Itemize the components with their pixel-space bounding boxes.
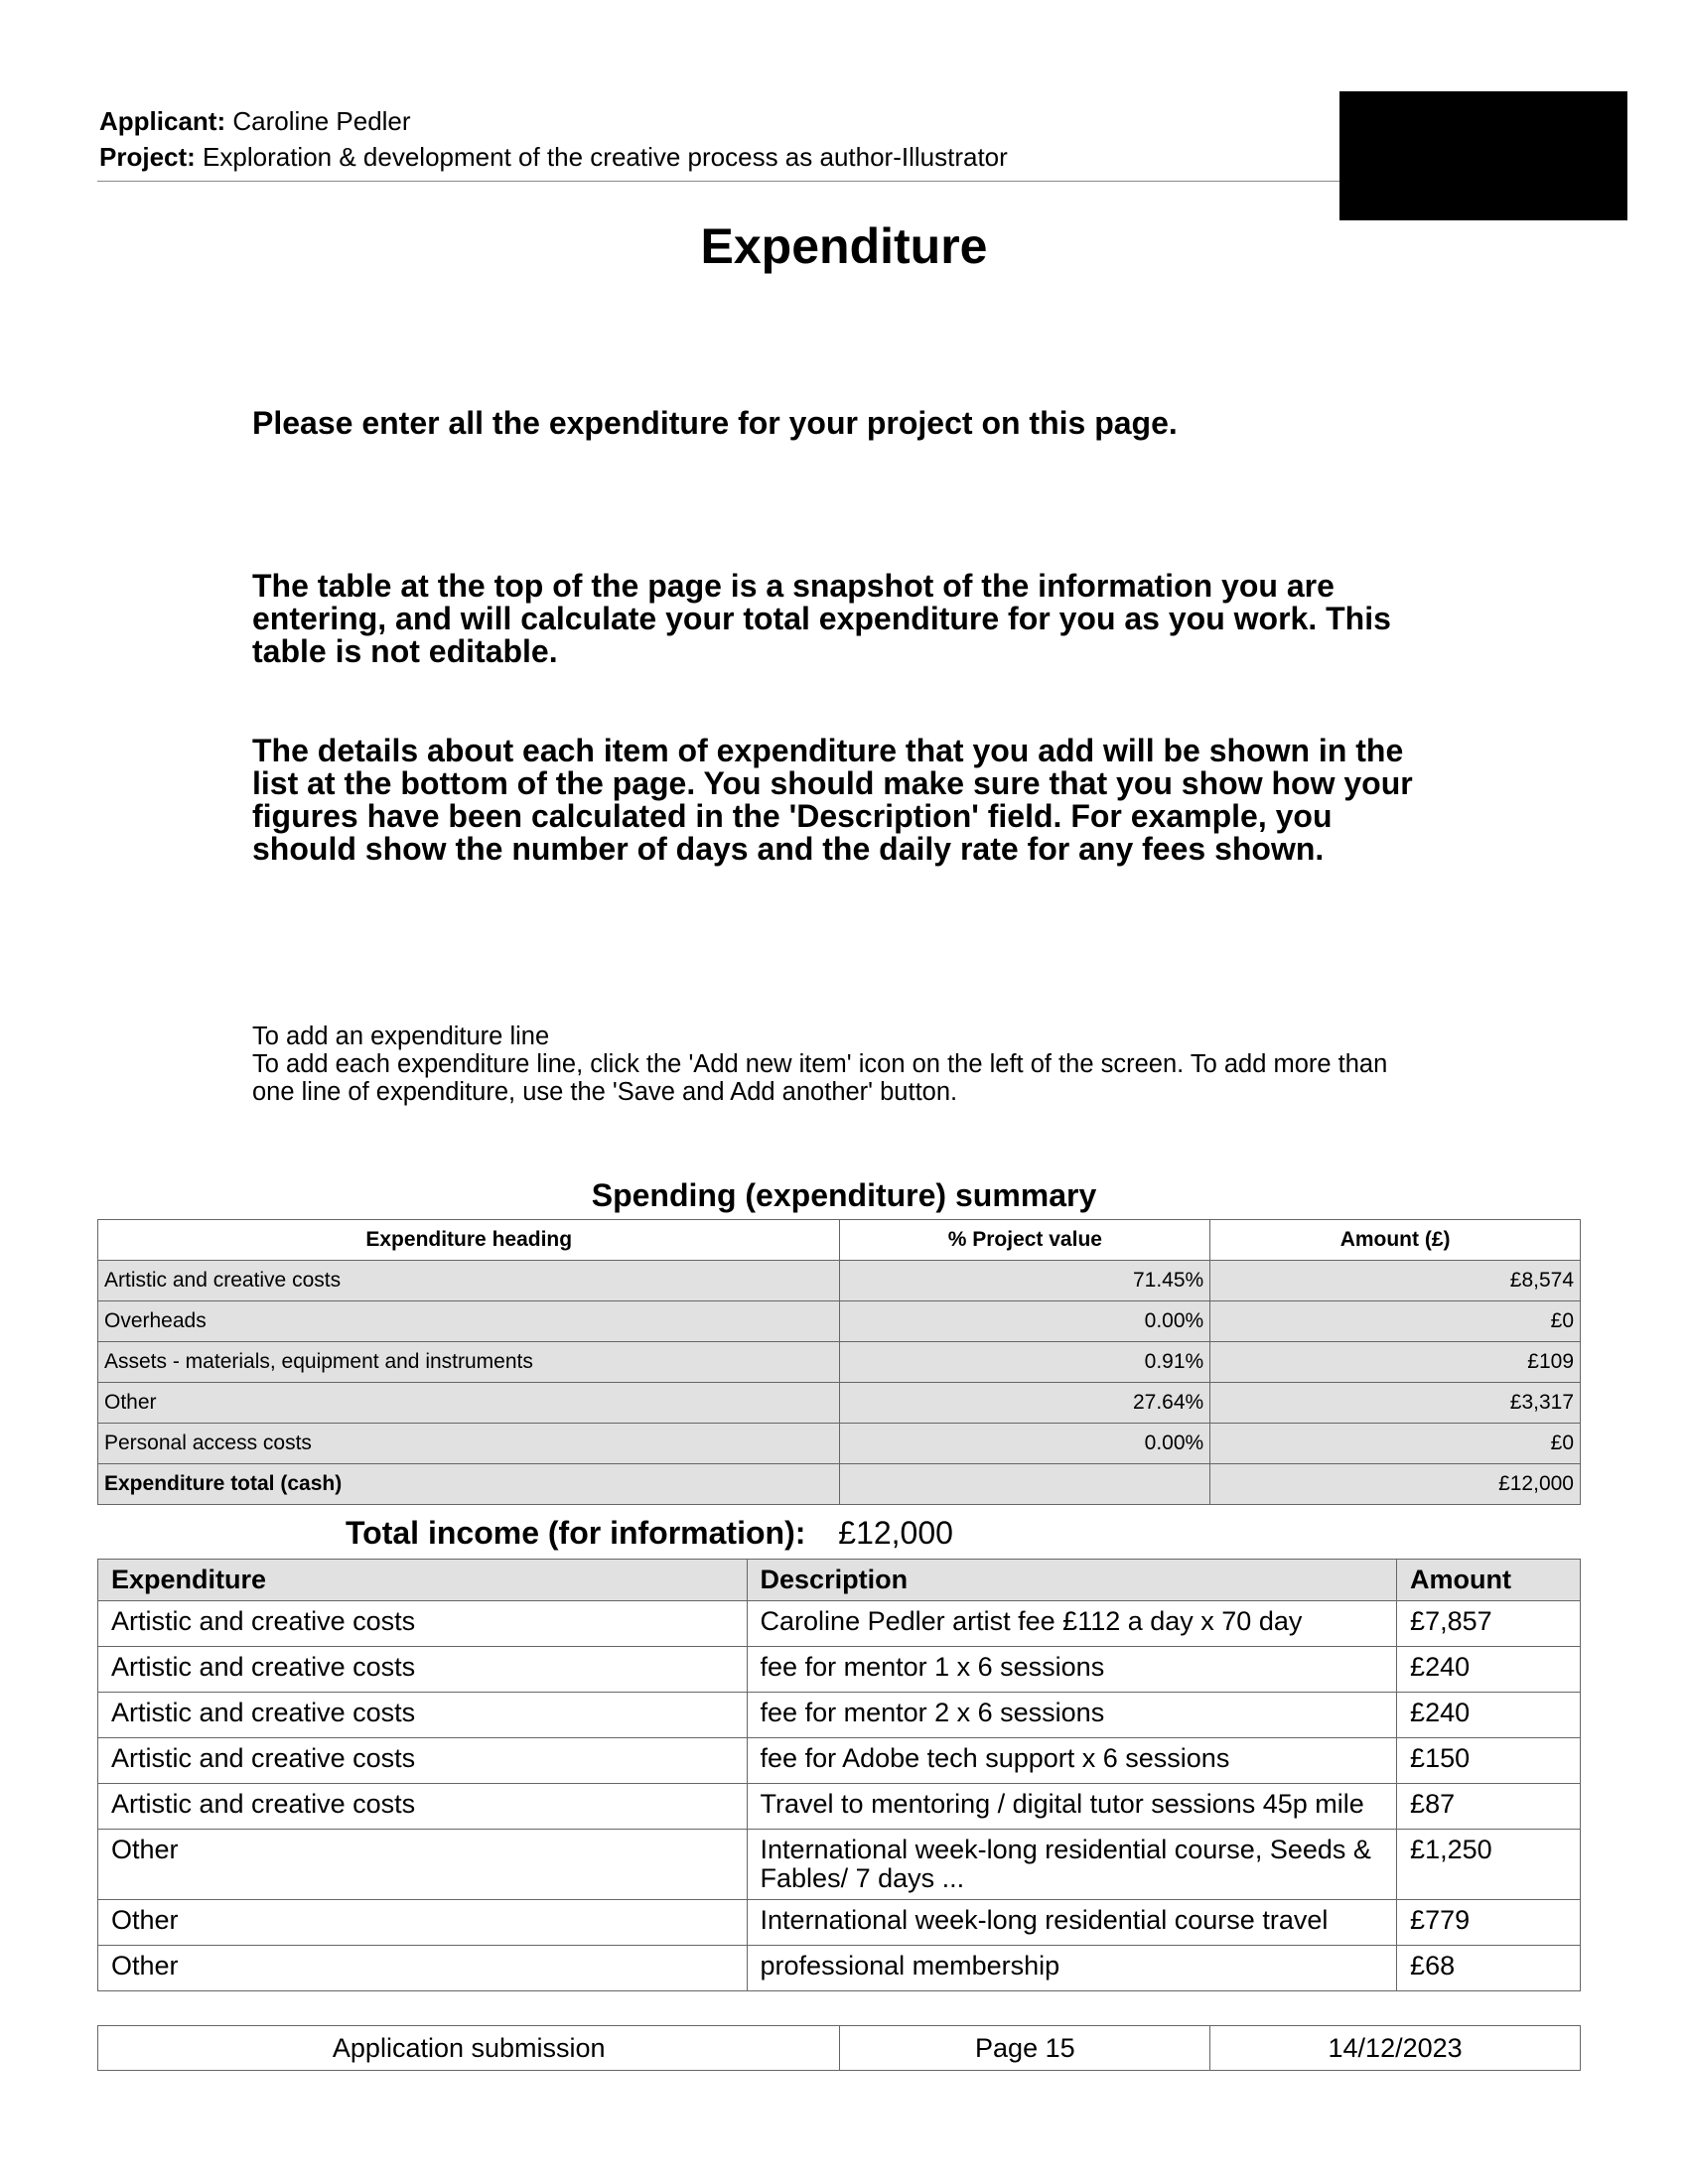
footer-page-number: Page 15 [840, 2026, 1210, 2071]
item-description-cell: International week-long residential course, Seeds & Fables/ 7 days ... [747, 1830, 1397, 1900]
items-col-description: Description [747, 1560, 1397, 1601]
item-description-cell: fee for mentor 2 x 6 sessions [747, 1693, 1397, 1738]
total-income-label: Total income (for information): [346, 1515, 806, 1551]
project-name: Exploration & development of the creative process as author-Illustrator [203, 142, 1008, 172]
item-description-cell: fee for Adobe tech support x 6 sessions [747, 1738, 1397, 1784]
summary-heading-cell: Personal access costs [98, 1424, 840, 1464]
item-amount-cell: £240 [1397, 1647, 1581, 1693]
intro-paragraph-1: Please enter all the expenditure for your project on this page. [252, 405, 1178, 441]
applicant-label: Applicant: [99, 106, 226, 136]
summary-row [98, 1301, 1581, 1342]
summary-col-heading: Expenditure heading [98, 1220, 840, 1261]
summary-row [98, 1424, 1581, 1464]
summary-amount-cell: £8,574 [1210, 1261, 1581, 1301]
summary-title: Spending (expenditure) summary [591, 1177, 1097, 1213]
item-expenditure-cell: Other [98, 1946, 748, 1991]
item-expenditure-cell: Other [98, 1900, 748, 1946]
summary-amount-cell: £0 [1210, 1301, 1581, 1342]
item-description-cell: Caroline Pedler artist fee £112 a day x 70 day [747, 1601, 1397, 1647]
summary-header-row [98, 1220, 1581, 1261]
items-header-row [98, 1560, 1581, 1601]
summary-amount-cell: £109 [1210, 1342, 1581, 1383]
intro-paragraph-3: The details about each item of expenditure that you add will be shown in the list at the bottom of the page. You should make sure that you show how your figures have been calculated in the 'Description' field. For example, you should show the number of days and the daily rate for any fees shown. [252, 733, 1413, 867]
item-description-cell: professional membership [747, 1946, 1397, 1991]
items-col-amount: Amount [1397, 1560, 1581, 1601]
page-footer [97, 2025, 1581, 2071]
add-line-heading: To add an expenditure line [252, 1023, 550, 1050]
footer-document-type: Application submission [98, 2026, 840, 2071]
summary-percent-cell: 71.45% [840, 1261, 1210, 1301]
table-row [98, 1900, 1581, 1946]
summary-total-label: Expenditure total (cash) [98, 1464, 840, 1505]
summary-col-amount: Amount (£) [1210, 1220, 1581, 1261]
item-expenditure-cell: Artistic and creative costs [98, 1601, 748, 1647]
summary-percent-cell: 0.91% [840, 1342, 1210, 1383]
total-income-value: £12,000 [838, 1515, 953, 1551]
applicant-name: Caroline Pedler [232, 106, 411, 136]
item-amount-cell: £87 [1397, 1784, 1581, 1830]
table-row [98, 1830, 1581, 1900]
table-row [98, 1946, 1581, 1991]
item-amount-cell: £779 [1397, 1900, 1581, 1946]
items-col-expenditure: Expenditure [98, 1560, 748, 1601]
add-line-body: To add each expenditure line, click the 'Add new item' icon on the left of the screen. To add more than one line of expenditure, use the 'Save and Add another' button. [252, 1050, 1388, 1106]
summary-col-percent: % Project value [840, 1220, 1210, 1261]
table-row [98, 1738, 1581, 1784]
project-line [99, 139, 1340, 175]
summary-percent-cell: 27.64% [840, 1383, 1210, 1424]
item-amount-cell: £68 [1397, 1946, 1581, 1991]
summary-percent-cell: 0.00% [840, 1301, 1210, 1342]
summary-amount-cell: £3,317 [1210, 1383, 1581, 1424]
redaction-box [1339, 91, 1627, 220]
item-expenditure-cell: Artistic and creative costs [98, 1738, 748, 1784]
page-title: Expenditure [700, 218, 988, 274]
summary-total-percent [840, 1464, 1210, 1505]
item-amount-cell: £1,250 [1397, 1830, 1581, 1900]
applicant-line [99, 103, 1340, 139]
summary-total-amount: £12,000 [1210, 1464, 1581, 1505]
summary-heading-cell: Overheads [98, 1301, 840, 1342]
add-line-instructions [252, 1023, 1424, 1106]
project-label: Project: [99, 142, 196, 172]
table-row [98, 1647, 1581, 1693]
item-description-cell: fee for mentor 1 x 6 sessions [747, 1647, 1397, 1693]
item-amount-cell: £240 [1397, 1693, 1581, 1738]
summary-row [98, 1261, 1581, 1301]
footer-row [98, 2026, 1581, 2071]
table-row [98, 1693, 1581, 1738]
table-row [98, 1601, 1581, 1647]
summary-amount-cell: £0 [1210, 1424, 1581, 1464]
summary-heading-cell: Other [98, 1383, 840, 1424]
item-amount-cell: £150 [1397, 1738, 1581, 1784]
item-description-cell: International week-long residential course travel [747, 1900, 1397, 1946]
table-row [98, 1784, 1581, 1830]
document-header [99, 103, 1340, 175]
item-amount-cell: £7,857 [1397, 1601, 1581, 1647]
item-expenditure-cell: Artistic and creative costs [98, 1784, 748, 1830]
item-expenditure-cell: Other [98, 1830, 748, 1900]
summary-percent-cell: 0.00% [840, 1424, 1210, 1464]
item-expenditure-cell: Artistic and creative costs [98, 1647, 748, 1693]
summary-total-row [98, 1464, 1581, 1505]
summary-row [98, 1383, 1581, 1424]
expenditure-items-table [97, 1559, 1581, 1991]
header-divider [97, 181, 1340, 182]
summary-heading-cell: Assets - materials, equipment and instruments [98, 1342, 840, 1383]
total-income [346, 1513, 953, 1553]
item-expenditure-cell: Artistic and creative costs [98, 1693, 748, 1738]
footer-date: 14/12/2023 [1210, 2026, 1581, 2071]
item-description-cell: Travel to mentoring / digital tutor sessions 45p mile [747, 1784, 1397, 1830]
summary-heading-cell: Artistic and creative costs [98, 1261, 840, 1301]
intro-paragraph-2: The table at the top of the page is a snapshot of the information you are entering, and will calculate your total expenditure for you as you work. This table is not editable. [252, 568, 1391, 669]
summary-row [98, 1342, 1581, 1383]
spending-summary-table [97, 1219, 1581, 1505]
